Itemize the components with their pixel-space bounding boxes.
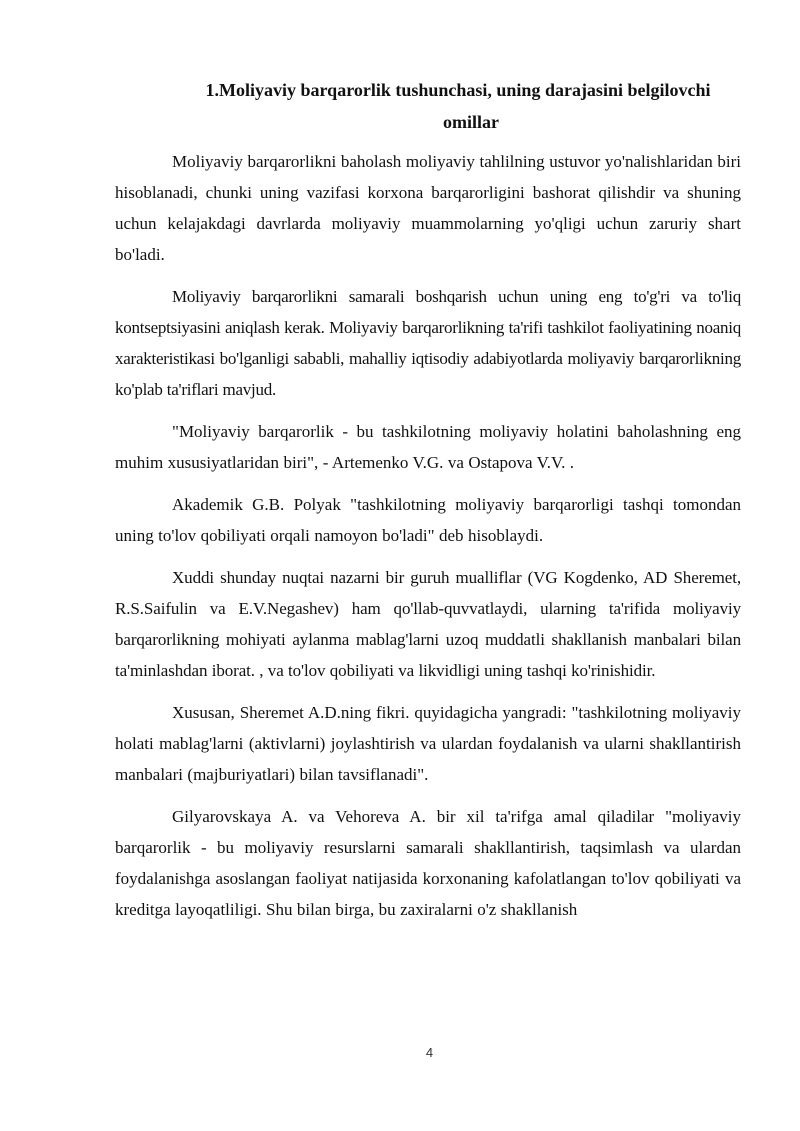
document-body [115, 146, 741, 936]
page-number: 4 [425, 1045, 434, 1060]
paragraph-4: Akademik G.B. Polyak "tashkilotning moliyaviy barqarorligi tashqi tomondan uning to'lov qobiliyati orqali namoyon bo'ladi" deb hisoblaydi. [115, 495, 741, 545]
paragraph-3: "Moliyaviy barqarorlik - bu tashkilotning moliyaviy holatini baholashning eng muhim xususiyatlaridan biri", - Artemenko V.G. va Ostapova V.V. . [115, 422, 741, 472]
section-title-line2: omillar [443, 112, 499, 132]
section-title [115, 74, 741, 138]
paragraph-1: Moliyaviy barqarorlikni baholash moliyaviy tahlilning ustuvor yo'nalishlaridan biri hisoblanadi, chunki uning vazifasi korxona barqarorligini bashorat qilishdir va shuning uchun kelajakdagi davrlarda moliyaviy muammolarning yo'qligi uchun zaruriy shart bo'ladi. [115, 152, 741, 264]
paragraph-6: Xususan, Sheremet A.D.ning fikri. quyidagicha yangradi: "tashkilotning moliyaviy holati mablag'larni (aktivlarni) joylashtirish va ulardan foydalanish va ularni shakllantirish manbalari (majburiyatlari) bilan tavsiflanadi". [115, 703, 741, 784]
paragraph-2: Moliyaviy barqarorlikni samarali boshqarish uchun uning eng to'g'ri va to'liq kontseptsiyasini aniqlash kerak. Moliyaviy barqarorlikning ta'rifi tashkilot faoliyatining noaniq xarakteristikasi bo'lganligi sababli, mahalliy iqtisodiy adabiyotlarda moliyaviy barqarorlikning ko'plab ta'riflari mavjud. [115, 287, 741, 399]
section-title-line1: 1.Moliyaviy barqarorlik tushunchasi, uning darajasini belgilovchi [205, 80, 711, 100]
paragraph-7: Gilyarovskaya A. va Vehoreva A. bir xil ta'rifga amal qiladilar "moliyaviy barqarorlik - bu moliyaviy resurslarni samarali shakllantirish, taqsimlash va ulardan foydalanishga asoslangan faoliyat natijasida korxonaning kafolatlangan to'lov qobiliyati va kreditga layoqatliligi. Shu bilan birga, bu zaxiralarni o'z shakllanish [115, 807, 741, 919]
paragraph-5: Xuddi shunday nuqtai nazarni bir guruh mualliflar (VG Kogdenko, AD Sheremet, R.S.Saifulin va E.V.Negashev) ham qo'llab-quvvatlaydi, ularning ta'rifida moliyaviy barqarorlikning mohiyati aylanma mablag'larni uzoq muddatli shakllanish manbalari bilan ta'minlashdan iborat. , va to'lov qobiliyati va likvidligi uning tashqi ko'rinishidir. [115, 568, 741, 680]
